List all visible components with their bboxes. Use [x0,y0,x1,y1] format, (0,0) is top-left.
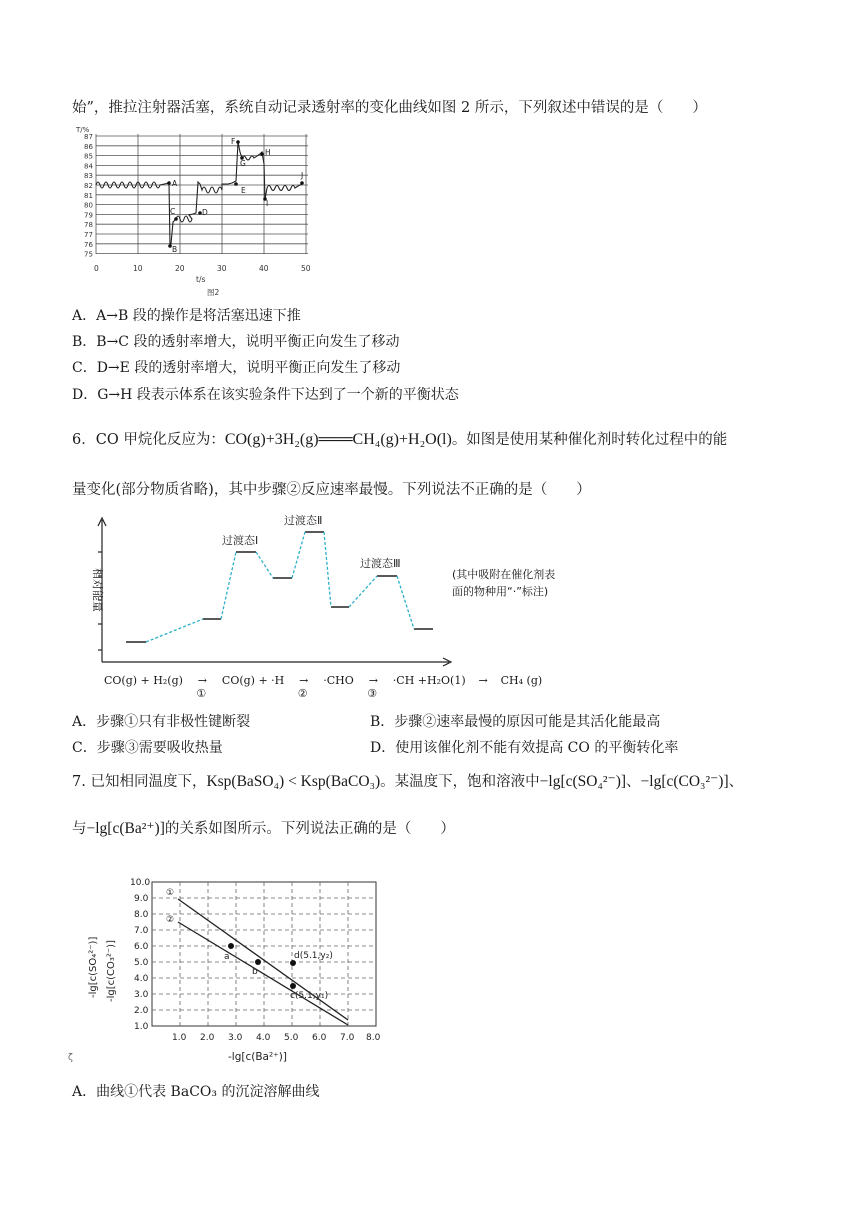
q5-y-tick: 76 [84,240,93,249]
q6-step-3: ③ [367,687,378,700]
q6-energy-diagram [84,512,504,690]
q5-intro: 始”，推拉注射器活塞，系统自动记录透射率的变化曲线如图 2 所示，下列叙述中错误的是（ ） [72,100,707,116]
q7-curve-2-label: ② [166,915,175,925]
q7-y-tick: 3.0 [134,990,149,1000]
q5-transmittance-curve [96,142,302,246]
q5-grid [96,134,306,254]
q6-equation: CO(g)+3H₂(g)═══CH₄(g)+H₂O(l) [224,431,452,448]
q7-sep-2: 、 [728,774,744,790]
q7-expr-so4: −lg[c(SO₄²⁻)] [539,773,627,790]
q6-energy-path [146,532,414,642]
q5-y-tick: 82 [84,182,93,190]
q5-x-tick: 20 [175,264,185,273]
q6-option-b: B．步骤②速率最慢的原因可能是其活化能最高 [370,714,661,730]
q7-prefix: 7. 已知相同温度下， [72,774,207,790]
q7-y-tick: 8.0 [134,910,149,920]
q7-curve-1-label: ① [166,888,175,898]
q5-y-tick: 80 [84,201,93,210]
q5-label-D: D [202,208,208,217]
q5-label-G: G [240,159,246,168]
q6-energy-levels [126,532,433,642]
q6-note-text-1: (其中吸附在催化剂表 [452,568,556,581]
q6-species-3: ·CHO [323,674,354,687]
q7-y-tick: 6.0 [134,942,149,952]
q7-point-b [255,959,261,965]
q7-option-a: A．曲线①代表 BaCO₃ 的沉淀溶解曲线 [72,1084,320,1100]
q5-transmittance-chart [76,124,326,300]
q5-y-tick: 87 [84,133,93,141]
q5-option-d: D．G→H 段表示体系在该实验条件下达到了一个新的平衡状态 [72,387,459,403]
q7-x-tick: 8.0 [366,1033,381,1043]
q6-stem-line2: 量变化(部分物质省略)，其中步骤②反应速率最慢。下列说法不正确的是（ ） [72,482,591,498]
q7-y-tick: 5.0 [134,958,149,968]
q5-label-I: I [266,199,269,208]
q5-x-tick: 0 [94,264,99,273]
q6-species-4: ·CH +H₂O(1) [392,674,466,687]
q7-y-tick: 10.0 [130,878,151,888]
q7-label-d: d(5.1,y₂) [294,951,333,961]
q7-x-tick: 2.0 [200,1033,215,1043]
q5-y-tick: 83 [84,172,93,181]
q6-species-2: CO(g) + ·H [221,674,285,687]
q7-y-tick: 7.0 [134,926,149,936]
q7-curve-2 [178,922,348,1025]
q5-y-tick: 78 [84,221,93,230]
q5-option-c: C．D→E 段的透射率增大，说明平衡正向发生了移动 [72,360,401,376]
q6-step-2: ② [297,687,308,700]
q6-stem-line1 [72,430,727,450]
q7-x-tick: 3.0 [228,1033,243,1043]
q7-stem-line2 [72,819,455,839]
q5-y-tick: 79 [84,211,93,220]
q5-label-E: E [241,186,246,195]
q7-x-tick: 5.0 [284,1033,299,1043]
q5-x-tick: 30 [217,264,227,273]
q5-option-b: B．B→C 段的透射率增大，说明平衡正向发生了移动 [72,334,400,350]
q7-label-b: b [252,967,258,977]
q7-y-tick: 1.0 [134,1022,149,1032]
q5-label-C: C [170,207,176,216]
q6-option-d: D．使用该催化剂不能有效提高 CO 的平衡转化率 [370,740,679,756]
q7-x-axis-label: -lg[c(Ba²⁺)] [228,1051,287,1063]
q5-option-a: A．A→B 段的操作是将活塞迅速下推 [72,308,301,324]
q6-species-1: CO(g) + H₂(g) [104,674,183,687]
q7-y-label-inner: -lg[c(CO₃²⁻)] [106,940,117,1002]
q7-label-c: c(5.1,y₁) [290,991,329,1001]
q5-y-tick: 85 [84,152,93,161]
q7-x-tick: 1.0 [172,1033,187,1043]
q7-expr-co3: −lg[c(CO₃²⁻)] [640,773,729,790]
q7-y-label-outer: -lg[c(SO₄²⁻)] [88,936,99,998]
q6-species-5: CH₄ (g) [500,674,543,687]
q5-label-J: J [301,171,304,180]
q6-note [452,566,555,600]
q6-option-a: A．步骤①只有非极性键断裂 [72,714,251,730]
q7-line2-prefix: 与 [72,821,87,837]
q5-y-tick: 86 [84,142,93,151]
q7-ksp-relation: Ksp(BaSO₄) < Ksp(BaCO₃) [206,773,381,790]
q5-x-tick: 10 [133,264,143,273]
q7-expr-ba: −lg[c(Ba²⁺)] [86,820,165,837]
q5-x-axis-label: t/s [196,275,206,284]
q6-stem-suffix: 。如图是使用某种催化剂时转化过程中的能 [451,432,728,448]
q6-option-c: C．步骤③需要吸收热量 [72,740,223,756]
q5-y-tick: 77 [84,231,93,239]
q6-ts1-label: 过渡态Ⅰ [222,534,259,547]
q6-ts3-label: 过渡态Ⅲ [360,557,401,570]
q6-y-axis-label: 相对能量 [91,568,104,612]
q5-figure-caption: 图2 [207,288,220,297]
q5-label-A: A [172,179,178,188]
q5-y-tick: 81 [84,191,93,200]
q5-x-tick: 50 [301,264,311,273]
q5-x-tick: 40 [259,264,269,273]
q7-point-a [228,943,234,949]
q7-line2-suffix: 的关系如图所示。下列说法正确的是（ ） [164,821,455,837]
q7-x-tick: 7.0 [340,1033,355,1043]
q7-x-tick: 4.0 [256,1033,271,1043]
q7-sep: 、 [626,774,641,790]
q5-label-H: H [265,148,271,157]
q5-y-tick: 84 [84,162,93,171]
q7-label-a: a [224,952,230,962]
q6-pathway: CO(g) + H₂(g) → ① CO(g) + ·H → ② ·CHO → ③ ·CH +H₂O(1) → CH₄ (g) [104,671,542,691]
q6-note-text-2: 面的物种用“·”标注) [452,585,549,598]
q7-grid [152,882,376,1026]
q5-label-F: F [231,137,236,146]
q5-y-tick: 75 [84,250,93,259]
q7-solubility-chart [68,870,388,1070]
q6-ts2-label: 过渡态Ⅱ [284,514,323,527]
q7-y-tick: 4.0 [134,974,149,984]
q7-mid: 。某温度下，饱和溶液中 [380,774,540,790]
q6-stem-prefix: 6．CO 甲烷化反应为： [72,432,225,448]
q7-y-tick: 9.0 [134,894,149,904]
q7-point-c [290,983,296,989]
q7-stem-line1 [72,772,743,792]
q7-x-tick: 6.0 [312,1033,327,1043]
q7-y-tick: 2.0 [134,1006,149,1016]
q6-step-1: ① [196,687,207,700]
q5-label-B: B [172,245,178,254]
q7-corner-mark: ζ [68,1053,73,1063]
q5-y-axis-label: T/% [76,126,90,134]
